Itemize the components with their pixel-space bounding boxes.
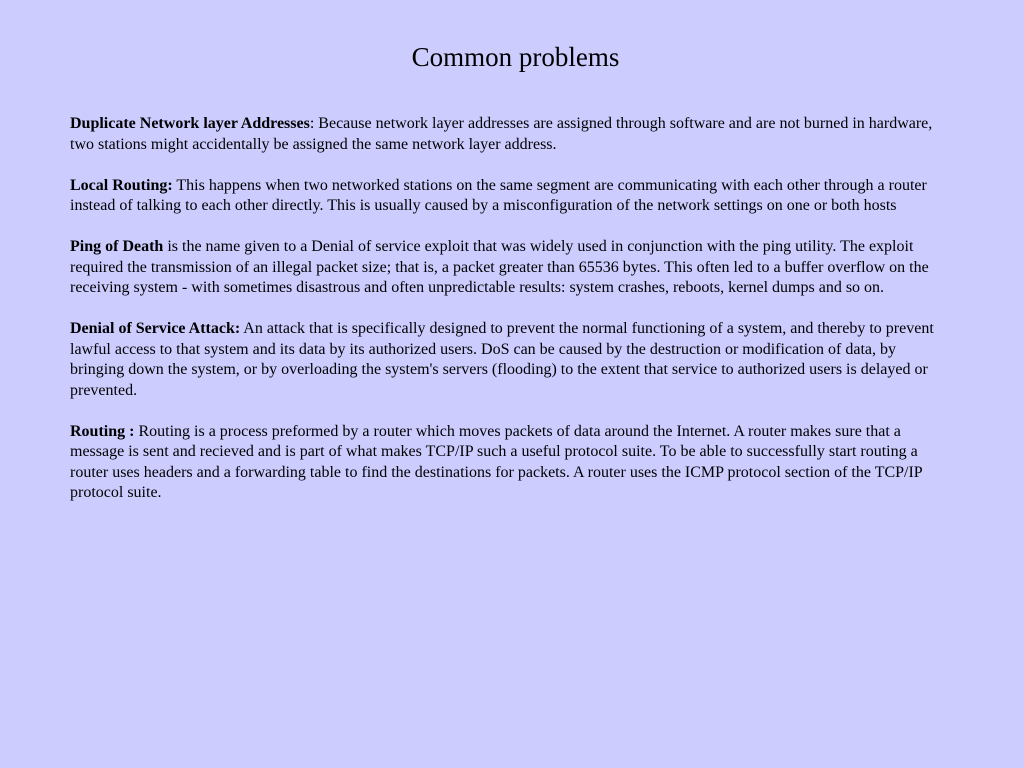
definition-duplicate-addresses: : Because network layer addresses are assigned through software and are not burned in hardware, two stations might accidentally be assigned the same network layer address. — [70, 115, 933, 153]
definition-denial-of-service: An attack that is specifically designed to prevent the normal functioning of a system, and thereby to prevent lawful access to that system and its data by its authorized users. DoS can be caused by the destruction or modification of data, by bringing down the system, or by overloading the system's servers (flooding) to the extent that service to authorized users is delayed or prevented. — [70, 320, 934, 399]
paragraph-local-routing — [70, 176, 940, 217]
paragraph-ping-of-death — [70, 237, 940, 299]
term-duplicate-addresses: Duplicate Network layer Addresses — [70, 115, 310, 132]
page-title: Common problems — [411, 42, 620, 72]
paragraph-denial-of-service — [70, 319, 940, 401]
definition-local-routing: This happens when two networked stations on the same segment are communicating with each other through a router instead of talking to each other directly. This is usually caused by a misconfiguration of the network settings on one or both hosts — [70, 176, 927, 214]
term-ping-of-death: Ping of Death — [70, 238, 164, 255]
definition-ping-of-death: is the name given to a Denial of service exploit that was widely used in conjunction with the ping utility. The exploit required the transmission of an illegal packet size; that is, a packet greater than 65536 bytes. This often led to a buffer overflow on the receiving system - with sometimes disastrous and often unpredictable results: system crashes, reboots, kernel dumps and so on. — [70, 238, 929, 296]
term-denial-of-service: Denial of Service Attack: — [70, 320, 241, 337]
paragraph-duplicate-addresses — [70, 114, 940, 155]
slide-body — [70, 114, 940, 524]
paragraph-routing — [70, 422, 940, 504]
definition-routing: Routing is a process preformed by a router which moves packets of data around the Internet. A router makes sure that a message is sent and recieved and is part of what makes TCP/IP such a useful protocol suite. To be able to successfully start routing a router uses headers and a forwarding table to find the destinations for packets. A router uses the ICMP protocol section of the TCP/IP protocol suite. — [70, 422, 923, 501]
term-local-routing: Local Routing: — [70, 176, 173, 194]
term-routing: Routing : — [70, 422, 135, 440]
